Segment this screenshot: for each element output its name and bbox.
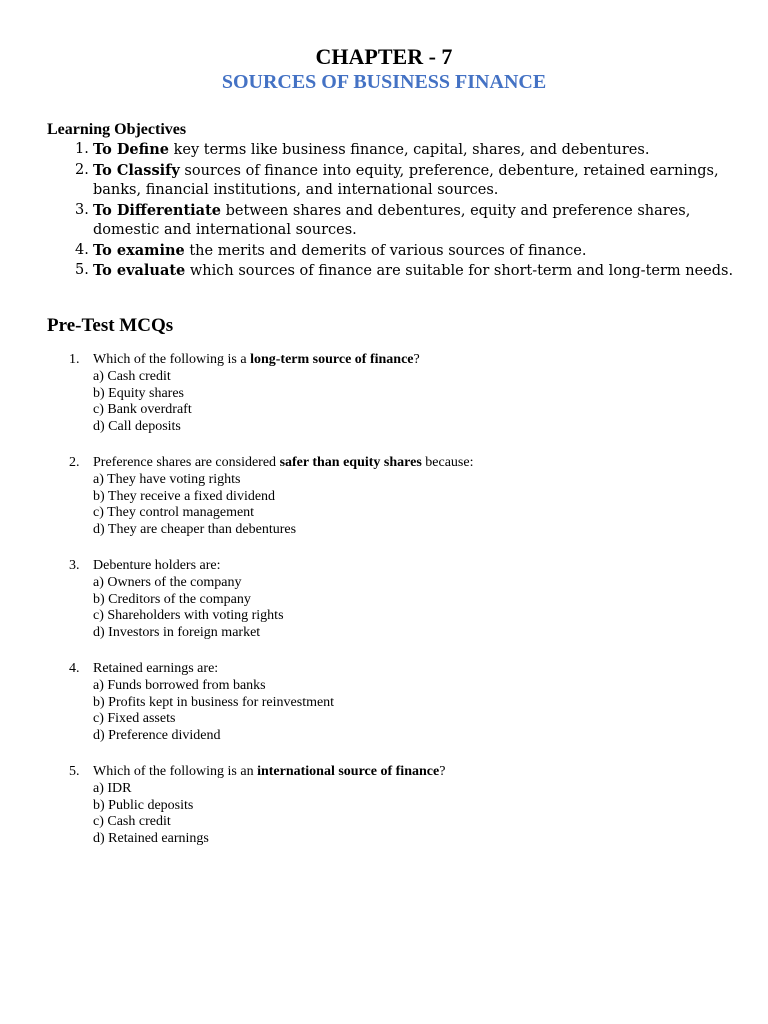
question-number: 3. [69,557,80,573]
question-text: Which of the following is a long-term source of finance? [93,352,420,367]
option-d: d) Call deposits [93,419,181,435]
option-d: d) Investors in foreign market [93,625,261,641]
learning-objectives-heading: Learning Objectives [47,121,187,138]
option-d: d) Preference dividend [93,728,221,744]
option-c: c) Fixed assets [93,711,176,727]
objective-text: the merits and demerits of various sources of finance. [184,242,587,259]
pretest-heading: Pre-Test MCQs [47,315,174,336]
question-number: 1. [69,352,80,367]
mcq-question [47,352,747,436]
option-a: a) They have voting rights [93,471,241,487]
option-d: d) Retained earnings [93,831,209,847]
option-b: b) Profits kept in business for reinvestment [93,694,335,710]
option-a: a) Cash credit [93,368,171,384]
mcq-question [47,764,747,848]
objective-keyword: To Differentiate [93,201,221,219]
chapter-title: CHAPTER - 7 [315,44,453,69]
question-text: Retained earnings are: [93,660,219,676]
question-number: 4. [69,660,80,676]
option-c: c) Cash credit [93,814,171,830]
mcq-question [47,661,747,745]
objective-number: 4. [75,241,89,258]
option-b: b) Public deposits [93,797,194,813]
mcq-question [47,455,747,539]
option-a: a) Funds borrowed from banks [93,677,266,693]
option-b: b) They receive a fixed dividend [93,488,276,504]
objective-text: sources of finance into equity, preference, debenture, retained earnings, banks, financial institutions, and international sources. [93,162,719,198]
objective-keyword: To examine [93,241,185,259]
objective-text: which sources of finance are suitable for short-term and long-term needs. [185,263,734,279]
objective-item [47,201,747,241]
objective-text: key terms like business finance, capital, shares, and debentures. [168,142,650,158]
question-number: 5. [69,763,80,779]
objective-item [47,241,747,262]
objective-text: between shares and debentures, equity and preference shares, domestic and international sources. [93,202,691,238]
objective-keyword: To Define [93,141,169,158]
chapter-subtitle: SOURCES OF BUSINESS FINANCE [221,71,547,93]
objective-number: 1. [75,141,89,157]
mcq-list [47,352,747,867]
objective-item [47,161,747,201]
mcq-question [47,558,747,642]
objective-number: 2. [75,161,89,178]
option-a: a) Owners of the company [93,574,242,590]
objective-item [47,140,747,161]
option-c: c) Bank overdraft [93,402,192,418]
option-b: b) Equity shares [93,385,184,401]
objective-number: 5. [75,262,89,278]
learning-objectives-list [47,140,747,282]
question-number: 2. [69,454,80,470]
objective-number: 3. [75,201,89,218]
option-b: b) Creditors of the company [93,591,251,607]
option-d: d) They are cheaper than debentures [93,522,297,538]
option-c: c) They control management [93,505,255,521]
option-c: c) Shareholders with voting rights [93,608,284,624]
question-text: Which of the following is an international source of finance? [93,763,446,779]
objective-keyword: To evaluate [93,262,186,279]
question-text: Preference shares are considered safer than equity shares because: [93,454,474,470]
option-a: a) IDR [93,780,132,796]
objective-item [47,261,747,282]
question-text: Debenture holders are: [93,557,221,573]
objective-keyword: To Classify [93,161,180,179]
